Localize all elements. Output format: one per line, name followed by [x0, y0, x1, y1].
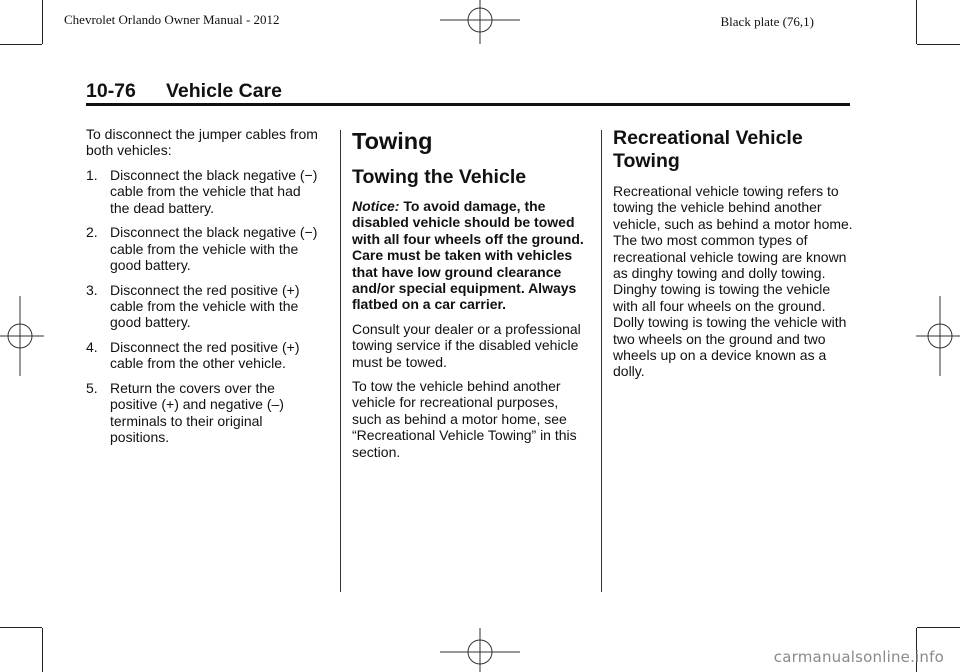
registration-mark-top [440, 0, 520, 44]
recreational-reference-paragraph: To tow the vehicle behind another vehicle for recreational purposes, such as behind a motor home, see “Recreational Vehicle Towing” in this section. [352, 378, 577, 460]
towing-vehicle-subheading: Towing the Vehicle [352, 166, 527, 188]
consult-paragraph: Consult your dealer or a professional towing service if the disabled vehicle must be towed. [352, 320, 581, 370]
notice-text: To avoid damage, the disabled vehicle should be towed with all four wheels off the ground. Care must be taken with vehicles that have low ground clearance and/or special equipment. Always flatbed on a car carrier. [352, 198, 584, 313]
column-divider-2 [601, 130, 602, 592]
watermark: carmanualsonline.info [773, 648, 944, 666]
registration-mark-left [0, 296, 44, 376]
page-section-title [86, 80, 282, 103]
page-number: 10-76 [86, 80, 136, 102]
crop-mark-top-left-h [0, 44, 42, 45]
list-item: 3. Disconnect the red positive (+) cable from the vehicle with the good battery. [86, 281, 300, 331]
manual-title: Chevrolet Orlando Owner Manual - 2012 [64, 12, 280, 27]
recreational-towing-heading: Recreational Vehicle Towing [613, 127, 803, 172]
crop-mark-top-left-v [42, 0, 43, 44]
list-item: 5. Return the covers over the positive (+) and negative (–) terminals to their original positions. [86, 380, 284, 446]
list-item: 2. Disconnect the black negative (−) cable from the vehicle with the good battery. [86, 224, 318, 274]
section-name: Vehicle Care [166, 80, 282, 102]
list-item: 1. Disconnect the black negative (−) cable from the vehicle that had the dead battery. [86, 166, 318, 216]
recreational-towing-paragraph: Recreational vehicle towing refers to towing the vehicle behind another vehicle, such as behind a motor home. The two most common types of recreational vehicle towing are known as dinghy towing and dolly towing. Dinghy towing is towing the vehicle with all four wheels on the ground. Dolly towing is towing the vehicle with two wheels on the ground and two wheels up on a device known as a dolly. [613, 183, 853, 380]
registration-mark-bottom [440, 628, 520, 672]
notice-label: Notice: [352, 198, 400, 214]
crop-mark-bottom-right-h [917, 627, 960, 628]
towing-heading: Towing [352, 128, 433, 154]
header-rule [86, 103, 850, 106]
crop-mark-bottom-left-h [0, 627, 42, 628]
crop-mark-top-right-h [917, 44, 960, 45]
column-divider-1 [340, 130, 341, 592]
crop-mark-bottom-left-v [42, 628, 43, 672]
notice-paragraph [352, 198, 584, 313]
list-item: 4. Disconnect the red positive (+) cable from the other vehicle. [86, 339, 300, 372]
crop-mark-top-right-v [916, 0, 917, 44]
disconnect-steps-list [86, 167, 322, 446]
column-3 [613, 126, 853, 388]
registration-mark-right [916, 296, 960, 376]
column-1 [86, 126, 322, 454]
column-2 [352, 126, 584, 468]
intro-paragraph: To disconnect the jumper cables from both vehicles: [86, 126, 318, 159]
plate-label: Black plate (76,1) [720, 14, 814, 29]
